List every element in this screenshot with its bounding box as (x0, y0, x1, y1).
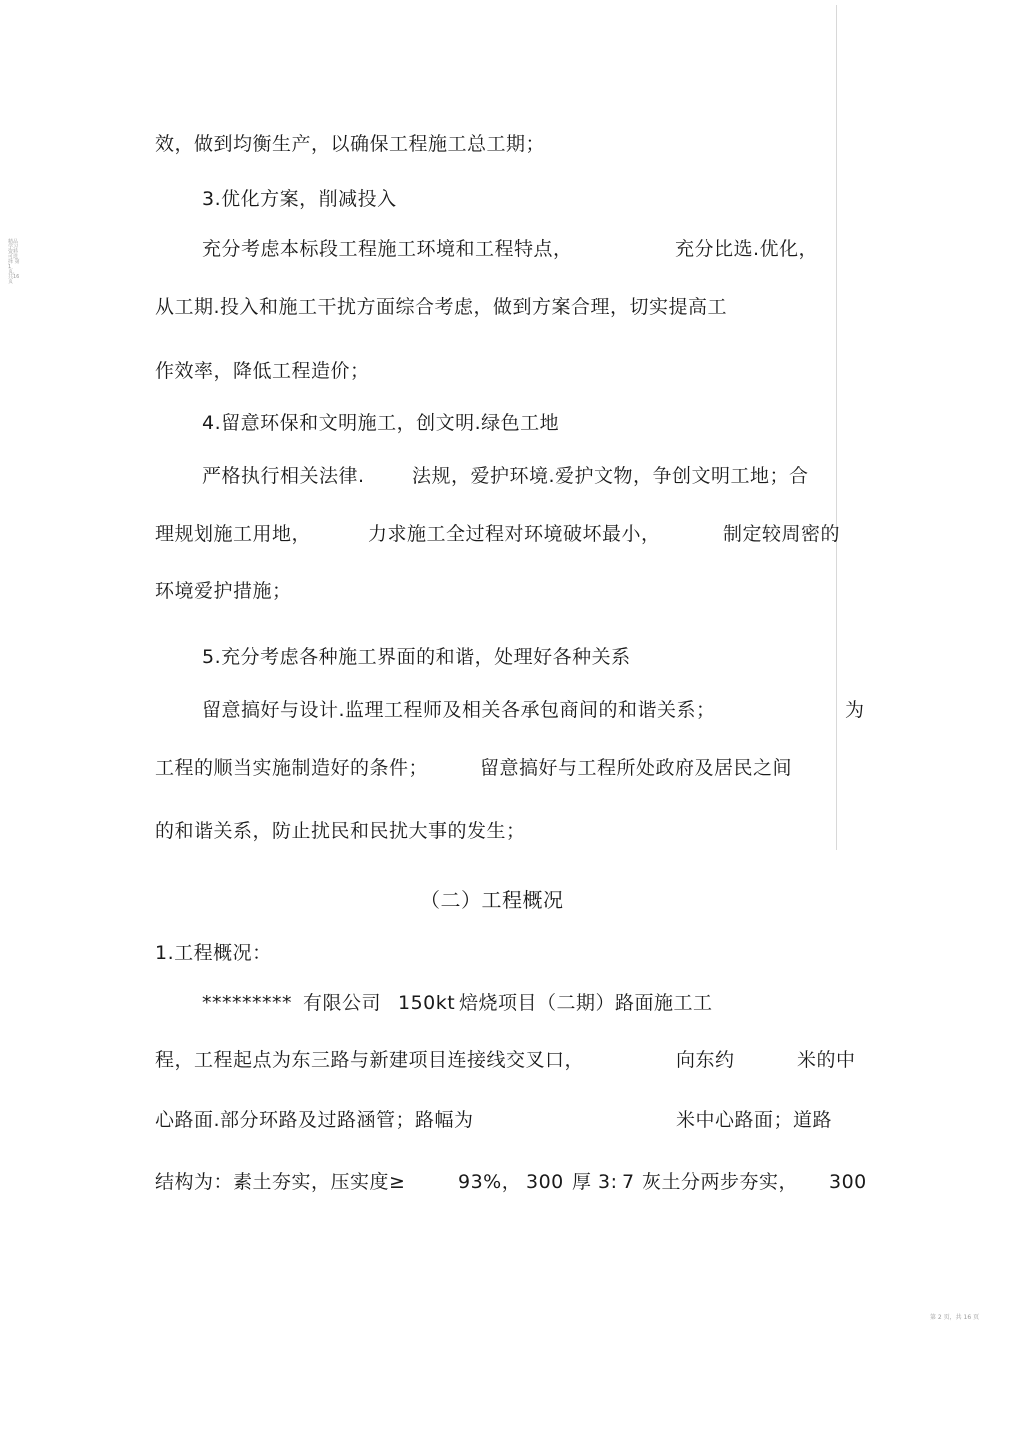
text-segment: 效，做到均衡生产，以确保工程施工总工期； (155, 133, 546, 155)
text-line (202, 464, 365, 488)
text-line (526, 1170, 564, 1194)
subheading (202, 411, 559, 435)
text-line (155, 359, 370, 383)
text-line (202, 698, 716, 722)
text-segment: 严格执行相关法律. (202, 465, 365, 487)
text-segment: （二）工程概况 (420, 888, 564, 912)
text-line (459, 991, 713, 1015)
text-line (829, 1170, 867, 1194)
subheading (202, 187, 397, 211)
text-line (412, 464, 809, 488)
text-segment: 300 (829, 1171, 867, 1193)
text-segment: 3: (598, 1171, 618, 1193)
text-segment: 150kt (398, 992, 456, 1014)
text-line (458, 1170, 521, 1194)
section-heading (420, 888, 564, 912)
text-segment: 有限公司 (303, 992, 382, 1014)
text-line (155, 579, 292, 603)
subheading (155, 941, 272, 965)
text-segment: 5.充分考虑各种施工界面的和谐，处理好各种关系 (202, 646, 631, 668)
text-segment: 焙烧项目（二期）路面施工工 (459, 992, 713, 1014)
text-line (572, 1170, 592, 1194)
text-segment: 力求施工全过程对环境破坏最小， (368, 523, 661, 545)
text-segment: ********* (202, 992, 292, 1014)
text-line (797, 1048, 856, 1072)
text-segment: 米的中 (797, 1049, 856, 1071)
text-line (155, 522, 311, 546)
text-line (642, 1170, 798, 1194)
text-line (202, 991, 292, 1015)
text-segment: 作效率，降低工程造价； (155, 360, 370, 382)
text-segment: 3.优化方案，削减投入 (202, 188, 397, 210)
text-segment: 结构为：素土夯实，压实度≥ (155, 1171, 406, 1193)
text-line (675, 237, 818, 261)
text-line (303, 991, 381, 1015)
text-segment: 程，工程起点为东三路与新建项目连接线交叉口， (155, 1049, 585, 1071)
text-segment: 向东约 (676, 1049, 735, 1071)
page-edge-rule (836, 5, 837, 850)
text-line (155, 132, 545, 156)
text-segment: 1.工程概况： (155, 942, 272, 964)
text-segment: 的和谐关系，防止扰民和民扰大事的发生； (155, 820, 526, 842)
text-segment: 灰土分两步夯实， (642, 1171, 799, 1193)
text-line (155, 1170, 405, 1194)
text-line (480, 756, 792, 780)
text-segment: 环境爱护措施； (155, 580, 292, 602)
text-line (723, 522, 840, 546)
text-segment: 厚 (572, 1171, 592, 1193)
text-line (202, 237, 573, 261)
text-line (398, 991, 455, 1015)
text-line (155, 295, 727, 319)
text-segment: 充分比选.优化， (675, 238, 819, 260)
text-line (155, 819, 526, 843)
text-line (155, 1108, 474, 1132)
text-segment: 4.留意环保和文明施工，创文明.绿色工地 (202, 412, 560, 434)
text-segment: 留意搞好与工程所处政府及居民之间 (480, 757, 793, 779)
text-segment: 理规划施工用地， (155, 523, 312, 545)
page-number: 第 2 页，共 16 页 (930, 1314, 980, 1321)
text-segment: 心路面.部分环路及过路涵管；路幅为 (155, 1109, 474, 1131)
text-segment: 法规，爱护环境.爱护文物，争创文明工地；合 (412, 465, 809, 487)
text-segment: 制定较周密的 (723, 523, 841, 545)
text-segment: 7 (622, 1171, 635, 1193)
text-segment: 为 (845, 699, 865, 721)
subheading (202, 645, 631, 669)
text-line (155, 1048, 584, 1072)
text-segment: 充分考虑本标段工程施工环境和工程特点， (202, 238, 573, 260)
text-line (368, 522, 661, 546)
text-line (676, 1108, 832, 1132)
text-line (598, 1170, 618, 1194)
text-segment: 米中心路面；道路 (676, 1109, 833, 1131)
text-line (676, 1048, 735, 1072)
text-line (845, 698, 865, 722)
text-segment: 留意搞好与设计.监理工程师及相关各承包商间的和谐关系； (202, 699, 716, 721)
text-line (622, 1170, 635, 1194)
text-segment: 从工期.投入和施工干扰方面综合考虑，做到方案合理，切实提高工 (155, 296, 728, 318)
side-note: 精品学习资料 可选择 第1页，共16页 (8, 239, 20, 285)
text-line (155, 756, 428, 780)
text-segment: 工程的顺当实施制造好的条件； (155, 757, 429, 779)
text-segment: 300 (526, 1171, 564, 1193)
text-segment: 93%， (458, 1171, 522, 1193)
